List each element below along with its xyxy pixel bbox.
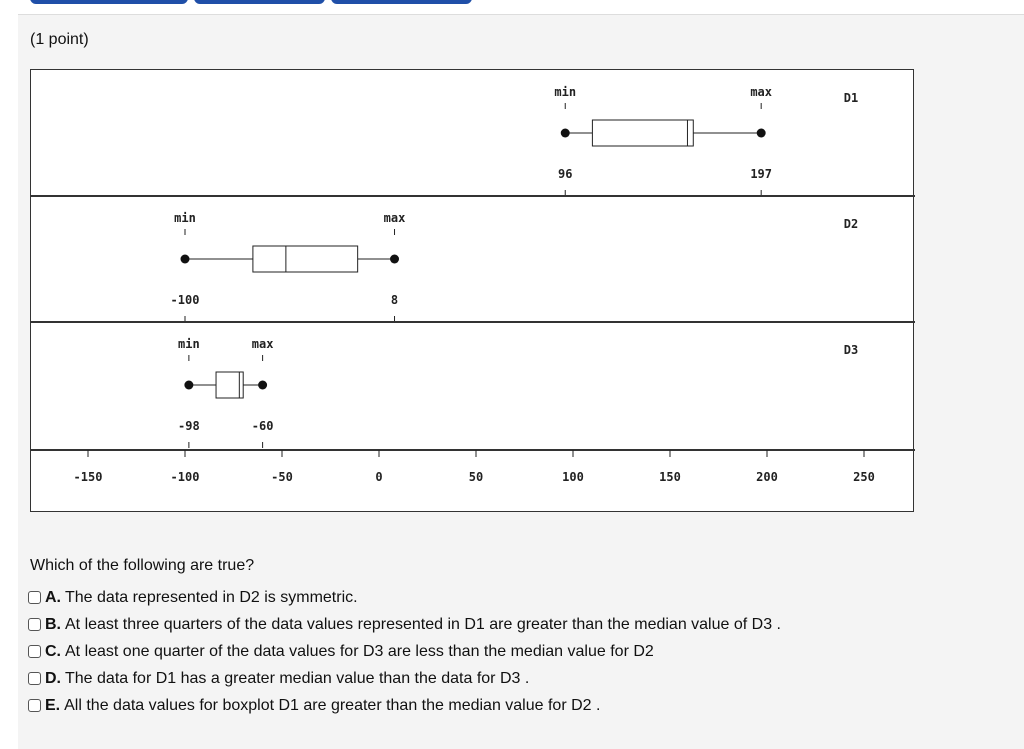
d1-max-point <box>757 129 766 138</box>
d1-min-point <box>561 129 570 138</box>
d2-series-label: D2 <box>843 217 859 231</box>
option-b-checkbox[interactable] <box>28 618 41 631</box>
option-a-checkbox[interactable] <box>28 591 41 604</box>
option-c-checkbox[interactable] <box>28 645 41 658</box>
option-b[interactable] <box>28 611 781 638</box>
option-d-text: The data for D1 has a greater median value than the data for D3 . <box>65 669 530 687</box>
d2-max-point <box>390 255 399 264</box>
x-axis-tick-label: -150 <box>73 470 103 484</box>
d1-max-value: 197 <box>750 167 773 181</box>
boxplot-svg <box>31 70 915 513</box>
d1-box <box>592 120 693 146</box>
option-d-checkbox[interactable] <box>28 672 41 685</box>
option-e-letter: E. <box>45 696 61 714</box>
x-axis-tick-label: -50 <box>271 470 293 484</box>
top-tab-3[interactable] <box>331 0 472 4</box>
option-b-letter: B. <box>45 615 61 633</box>
option-c-letter: C. <box>45 642 61 660</box>
d3-max-point <box>258 381 267 390</box>
d2-min-point <box>181 255 190 264</box>
x-axis-tick-label: 0 <box>375 470 383 484</box>
x-axis-tick-label: 200 <box>756 470 778 484</box>
d3-max-caption: max <box>251 337 274 351</box>
d1-min-value: 96 <box>558 167 573 181</box>
option-d-letter: D. <box>45 669 61 687</box>
option-a-text: The data represented in D2 is symmetric. <box>65 588 358 606</box>
d3-min-caption: min <box>178 337 200 351</box>
option-c[interactable] <box>28 638 781 665</box>
option-a-letter: A. <box>45 588 61 606</box>
option-d[interactable] <box>28 665 781 692</box>
d3-max-value: -60 <box>251 419 274 433</box>
x-axis-tick-label: 150 <box>659 470 681 484</box>
x-axis-tick-label: 250 <box>853 470 875 484</box>
question-prompt: Which of the following are true? <box>30 557 255 574</box>
d1-min-caption: min <box>554 85 577 99</box>
option-e-checkbox[interactable] <box>28 699 41 712</box>
d3-series-label: D3 <box>843 343 859 357</box>
option-c-text: At least one quarter of the data values for D3 are less than the median value for D2 <box>65 642 654 660</box>
d3-min-value: -98 <box>178 419 200 433</box>
d2-max-caption: max <box>383 211 406 225</box>
option-b-text: At least three quarters of the data values represented in D1 are greater than the median value of D3 . <box>65 615 781 633</box>
d2-min-caption: min <box>174 211 196 225</box>
x-axis-tick-label: -100 <box>170 470 200 484</box>
boxplot-figure <box>30 69 914 512</box>
x-axis-tick-label: 50 <box>468 470 484 484</box>
d2-box <box>253 246 358 272</box>
points-label: (1 point) <box>30 31 89 48</box>
d2-max-value: 8 <box>390 293 399 307</box>
option-e-text: All the data values for boxplot D1 are greater than the median value for D2 . <box>64 696 601 714</box>
d3-min-point <box>184 381 193 390</box>
x-axis-tick-label: 100 <box>562 470 584 484</box>
top-tab-2[interactable] <box>194 0 325 4</box>
top-tab-bar <box>0 0 1024 6</box>
option-a[interactable] <box>28 584 781 611</box>
d2-min-value: -100 <box>170 293 200 307</box>
d1-series-label: D1 <box>843 91 859 105</box>
top-tab-1[interactable] <box>30 0 188 4</box>
d1-max-caption: max <box>750 85 773 99</box>
option-e[interactable] <box>28 692 781 719</box>
answer-options <box>28 584 781 719</box>
